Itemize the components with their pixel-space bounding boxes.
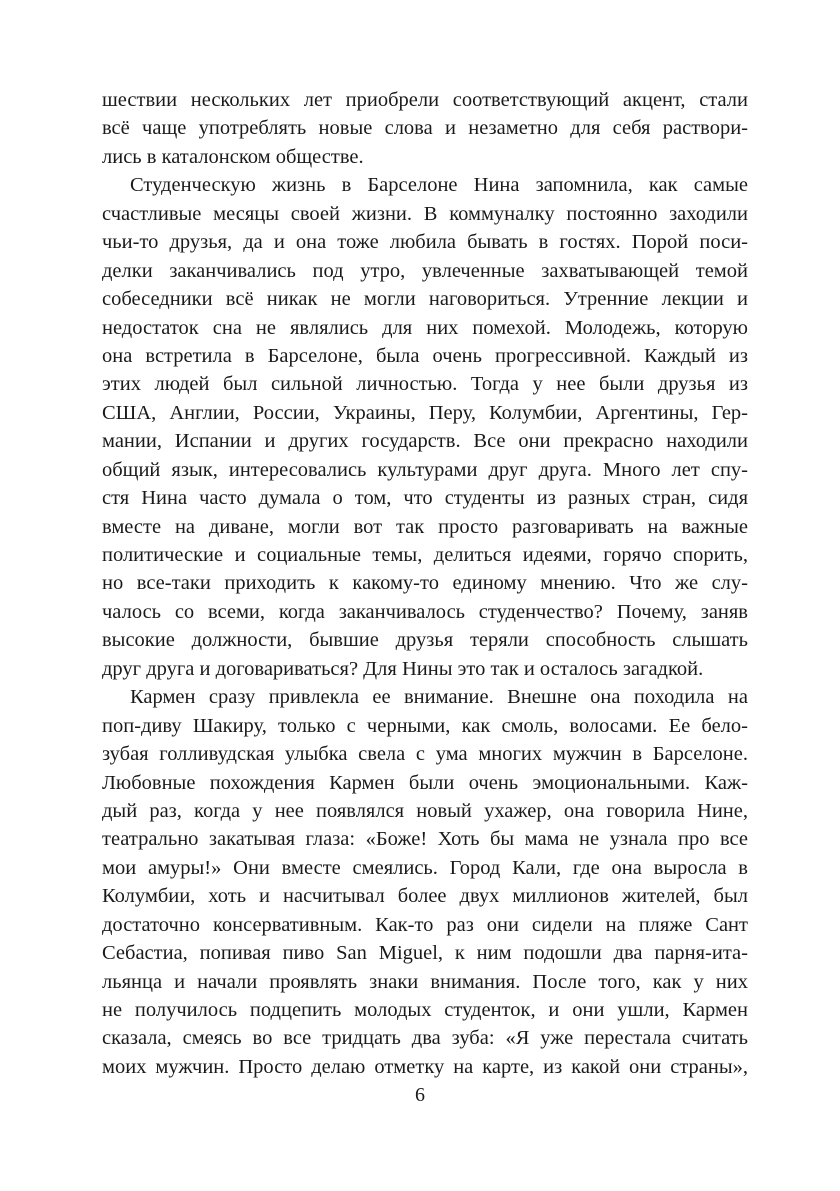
paragraph: [102, 683, 748, 1081]
text-line: поп-диву Шакиру, только с черными, как смоль, волосами. Ее бело-: [102, 714, 748, 737]
text-line: сказала, смеясь во все тридцать два зуба: «Я уже перестала считать: [102, 1027, 748, 1050]
text-line: вместе на диване, могли вот так просто разговаривать на важные: [102, 515, 748, 538]
text-line: достаточно консервативным. Как-то раз они сидели на пляже Сант: [102, 913, 748, 936]
text-line: стя Нина часто думала о том, что студенты из разных стран, сидя: [102, 487, 748, 510]
text-line: чьи-то друзья, да и она тоже любила бывать в гостях. Порой поси-: [102, 231, 748, 254]
text-line: Кармен сразу привлекла ее внимание. Внешне она походила на: [130, 686, 748, 709]
text-line: но все-таки приходить к какому-то единому мнению. Что же слу-: [102, 572, 748, 595]
text-line: шествии нескольких лет приобрели соответствующий акцент, стали: [102, 89, 748, 111]
text-line: мои амуры!» Они вместе смеялись. Город Кали, где она выросла в: [102, 856, 748, 879]
text-line: этих людей был сильной личностью. Тогда у нее были друзья из: [102, 373, 748, 396]
text-line: театрально закатывая глаза: «Боже! Хоть бы мама не узнала про все: [102, 828, 748, 851]
text-line: чалось со всеми, когда заканчивалось студенчество? Почему, заняв: [102, 600, 748, 623]
text-line: всё чаще употреблять новые слова и незаметно для себя раствори-: [102, 117, 748, 140]
text-line: США, Англии, России, Украины, Перу, Колумбии, Аргентины, Гер-: [102, 401, 748, 424]
text-line: друг друга и договариваться? Для Нины это так и осталось загадкой.: [102, 657, 704, 680]
text-line: дый раз, когда у нее появлялся новый ухажер, она говорила Нине,: [102, 799, 748, 822]
page-body-text: [102, 86, 748, 1081]
text-line: мании, Испании и других государств. Все они прекрасно находили: [102, 430, 748, 453]
text-line: Колумбии, хоть и насчитывал более двух миллионов жителей, был: [102, 885, 748, 908]
text-line: счастливые месяцы своей жизни. В коммуналку постоянно заходили: [102, 202, 748, 225]
text-line: высокие должности, бывшие друзья теряли способность слышать: [102, 629, 748, 652]
text-line: делки заканчивались под утро, увлеченные захватывающей темой: [102, 259, 748, 282]
text-line: лись в каталонском обществе.: [102, 145, 364, 168]
text-line: недостаток сна не являлись для них помехой. Молодежь, которую: [102, 316, 748, 339]
text-line: зубая голливудская улыбка свела с ума многих мужчин в Барселоне.: [102, 743, 748, 766]
text-line: моих мужчин. Просто делаю отметку на карте, из какой они страны»,: [102, 1055, 748, 1078]
text-line: политические и социальные темы, делиться идеями, горячо спорить,: [102, 544, 748, 566]
paragraph: [102, 171, 748, 683]
text-line: Студенческую жизнь в Барселоне Нина запомнила, как самые: [130, 174, 748, 197]
text-line: она встретила в Барселоне, была очень прогрессивной. Каждый из: [102, 344, 748, 367]
page-number: 6: [415, 1084, 425, 1106]
text-line: Любовные похождения Кармен были очень эмоциональными. Каж-: [102, 771, 748, 794]
text-line: собеседники всё никак не могли наговориться. Утренние лекции и: [102, 288, 748, 311]
text-line: льянца и начали проявлять знаки внимания. После того, как у них: [102, 970, 748, 993]
text-line: не получилось подцепить молодых студенток, и они ушли, Кармен: [102, 999, 748, 1021]
paragraph: [102, 86, 748, 171]
text-line: Себастиа, попивая пиво San Miguel, к ним подошли два парня-ита-: [102, 942, 748, 965]
text-line: общий язык, интересовались культурами друг друга. Много лет спу-: [102, 458, 748, 481]
